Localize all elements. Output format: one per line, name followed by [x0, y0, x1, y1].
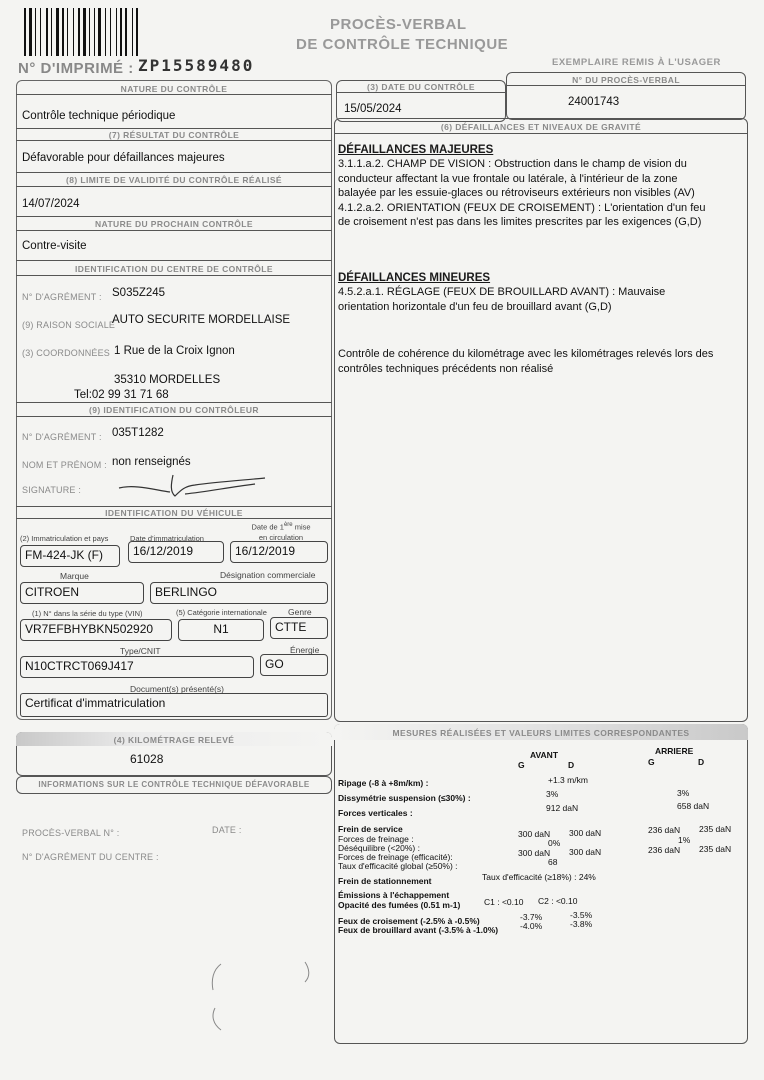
barcode-bar [78, 8, 80, 56]
desequilibre-label: Déséquilibre (<20%) : [338, 843, 420, 853]
next-control-value: Contre-visite [22, 240, 87, 252]
print-number: ZP15589480 [138, 56, 255, 75]
raison-sociale-label: (9) RAISON SOCIALE [22, 320, 116, 330]
type-field: N10CTRCT069J417 [20, 656, 254, 678]
barcode-bar [120, 8, 122, 56]
feux-brouillard-d: -3.8% [570, 919, 593, 929]
barcode-bar [125, 8, 127, 56]
date-immat-label: Date d'immatriculation [130, 534, 204, 543]
emissions-label: Émissions à l'échappement [338, 890, 450, 900]
coordonnees-city: 35310 MORDELLES [114, 374, 221, 386]
immat-label: (2) Immatriculation et pays [20, 534, 109, 543]
docs-field: Certificat d'immatriculation [20, 693, 328, 717]
barcode-bar [53, 8, 55, 56]
forces-verticales-arriere: 658 daN [677, 801, 710, 811]
feux-croisement-d: -3.5% [570, 910, 593, 920]
barcode-bar [33, 8, 34, 56]
marque-field: CITROEN [20, 582, 144, 604]
barcode-bar [107, 8, 109, 56]
forces-freinage-label: Forces de freinage : [338, 834, 414, 844]
categorie-field: N1 [178, 619, 264, 641]
signature-icon [115, 470, 275, 502]
forces-verticales-avant: 912 daN [546, 803, 579, 813]
measures-arriere-d: D [698, 757, 705, 767]
forces-freinage-arriere-g: 236 daN [648, 825, 681, 835]
signature-label: SIGNATURE : [22, 485, 82, 495]
result-title: (7) RÉSULTAT DU CONTRÔLE [108, 130, 240, 140]
controller-name-label: NOM ET PRÉNOM : [22, 460, 107, 470]
unfavorable-pv-label: PROCÈS-VERBAL N° : [22, 828, 120, 838]
vin-field: VR7EFBHYBKN502920 [20, 619, 172, 641]
genre-label: Genre [288, 607, 312, 617]
barcode-bar [132, 8, 133, 56]
barcode-bar [136, 8, 138, 56]
barcode-bar [65, 8, 66, 56]
barcode-bar [24, 8, 26, 56]
barcode-bar [73, 8, 74, 56]
forces-verticales-label: Forces verticales : [338, 808, 413, 818]
barcode-bar [49, 8, 50, 56]
forces-efficacite-label: Forces de freinage (efficacité): [338, 852, 453, 862]
taux-efficacite-value: 68 [548, 857, 558, 867]
unfavorable-date-label: DATE : [212, 825, 242, 835]
ripage-value: +1.3 m/km [548, 775, 588, 785]
validity-value: 14/07/2024 [22, 198, 80, 210]
forces-efficacite-avant-d: 300 daN [569, 847, 602, 857]
immat-field: FM-424-JK (F) [20, 545, 120, 567]
genre-field: CTTE [270, 617, 328, 639]
dissymetrie-avant: 3% [546, 789, 559, 799]
dissymetrie-label: Dissymétrie suspension (≤30%) : [338, 793, 471, 803]
center-title: IDENTIFICATION DU CENTRE DE CONTRÔLE [75, 264, 273, 274]
frein-service-label: Frein de service [338, 824, 403, 834]
forces-freinage-avant-d: 300 daN [569, 828, 602, 838]
defects-title: (6) DÉFAILLANCES ET NIVEAUX DE GRAVITÉ [440, 122, 642, 132]
copy-label: EXEMPLAIRE REMIS À L'USAGER [552, 57, 721, 68]
categorie-label: (5) Catégorie internationale [176, 608, 267, 617]
vin-label: (1) N° dans la série du type (VIN) [32, 609, 143, 618]
barcode-bar [46, 8, 48, 56]
measures-arriere-header: ARRIERE [655, 746, 694, 756]
designation-field: BERLINGO [150, 582, 328, 604]
barcode-bar [87, 8, 88, 56]
coordonnees-tel: Tel:02 99 31 71 68 [74, 389, 169, 401]
energie-field: GO [260, 654, 328, 676]
pv-number-value: 24001743 [568, 96, 620, 108]
desequilibre-arriere: 1% [678, 835, 691, 845]
taux-efficacite-label: Taux d'efficacité global (≥50%) : [338, 861, 458, 871]
coordonnees-label: (3) COORDONNÉES [22, 348, 111, 358]
forces-efficacite-arriere-g: 236 daN [648, 845, 681, 855]
frein-stationnement-value: Taux d'efficacité (≥18%) : 24% [482, 872, 596, 882]
barcode-bar [37, 8, 39, 56]
barcode-bar [118, 8, 119, 56]
barcode-bar [56, 8, 59, 56]
controller-name-value: non renseignés [112, 456, 191, 468]
feux-brouillard-g: -4.0% [520, 921, 543, 931]
frein-stationnement-label: Frein de stationnement [338, 876, 432, 886]
barcode-bar [139, 8, 140, 56]
ripage-label: Ripage (-8 à +8m/km) : [338, 778, 429, 788]
date-immat-field: 16/12/2019 [128, 541, 224, 563]
barcode [24, 8, 166, 56]
unfavorable-title: INFORMATIONS SUR LE CONTRÔLE TECHNIQUE DÉFAVORABLE [38, 780, 310, 789]
barcode-bar [60, 8, 61, 56]
barcode-bar [75, 8, 77, 56]
forces-efficacite-arriere-d: 235 daN [699, 844, 732, 854]
km-check-text: Contrôle de cohérence du kilométrage avec les kilométrages relevés lors des contrôles techniques précédents non réalisé [338, 348, 714, 375]
feux-brouillard-label: Feux de brouillard avant (-3.5% à -1.0%) [338, 925, 499, 935]
opacite-c2: C2 : <0.10 [538, 896, 578, 906]
barcode-bar [96, 8, 97, 56]
next-control-title: NATURE DU PROCHAIN CONTRÔLE [95, 219, 253, 229]
document-title-line1: PROCÈS-VERBAL [330, 16, 467, 33]
barcode-bar [35, 8, 36, 56]
feux-croisement-g: -3.7% [520, 912, 543, 922]
barcode-bar [67, 8, 68, 56]
minor-defects-text: 4.5.2.a.1. RÉGLAGE (FEUX DE BROUILLARD AVANT) : Mauvaise orientation horizontale d'un feu de brouillard avant (G,D) [338, 286, 666, 313]
barcode-bar [29, 8, 32, 56]
energie-label: Énergie [290, 645, 320, 655]
pv-number-title: N° DU PROCÈS-VERBAL [572, 75, 680, 85]
barcode-bar [105, 8, 106, 56]
major-defects-text: 3.1.1.a.2. CHAMP DE VISION : Obstruction dans le champ de vision du conducteur affectant la vue frontale ou latérale, à l'intérieur de la zone balayée par les essuie-glaces ou rétroviseurs extérieurs non visibles (AV) 4.1.2.a.2. ORIENTATION (FEUX DE CROISEMENT) : L'orientation d'un feu de croisement n'est pas dans les limites prescrites par les exigences (G,D) [338, 158, 706, 228]
controller-agrement-label: N° D'AGRÉMENT : [22, 432, 102, 442]
control-date-value: 15/05/2024 [344, 103, 402, 115]
center-agrement-label: N° D'AGRÉMENT : [22, 292, 102, 302]
barcode-bar [51, 8, 52, 56]
barcode-bar [102, 8, 104, 56]
print-number-label: N° D'IMPRIMÉ : [18, 60, 134, 77]
vehicle-title: IDENTIFICATION DU VÉHICULE [105, 508, 243, 518]
km-title: (4) KILOMÉTRAGE RELEVÉ [113, 735, 235, 745]
type-label: Type/CNIT [120, 646, 161, 656]
measures-avant-header: AVANT [530, 750, 559, 760]
barcode-bar [98, 8, 101, 56]
barcode-bar [123, 8, 124, 56]
date-first-label: Date de 1ère mise en circulation [251, 522, 311, 542]
forces-freinage-arriere-d: 235 daN [699, 824, 732, 834]
forces-freinage-avant-g: 300 daN [518, 829, 551, 839]
raison-sociale-value: AUTO SECURITE MORDELLAISE [112, 314, 291, 326]
result-value: Défavorable pour défaillances majeures [22, 152, 225, 164]
barcode-bar [40, 8, 41, 56]
measures-title: MESURES RÉALISÉES ET VALEURS LIMITES CORRESPONDANTES [392, 728, 690, 738]
controller-title: (9) IDENTIFICATION DU CONTRÔLEUR [89, 405, 259, 415]
unfavorable-agrement-label: N° D'AGRÉMENT DU CENTRE : [22, 852, 159, 862]
center-agrement-value: S035Z245 [112, 287, 166, 299]
control-date-box [336, 80, 506, 122]
coordonnees-street: 1 Rue de la Croix Ignon [114, 345, 235, 357]
barcode-bar [27, 8, 28, 56]
feux-croisement-label: Feux de croisement (-2.5% à -0.5%) [338, 916, 480, 926]
pv-number-box [506, 72, 746, 120]
major-defects-title: DÉFAILLANCES MAJEURES [338, 144, 494, 156]
validity-title: (8) LIMITE DE VALIDITÉ DU CONTRÔLE RÉALISÉ [66, 175, 282, 185]
minor-defects-title: DÉFAILLANCES MINEURES [338, 272, 491, 284]
barcode-bar [128, 8, 131, 56]
barcode-bar [42, 8, 45, 56]
nature-title: NATURE DU CONTRÔLE [120, 84, 228, 94]
barcode-bar [94, 8, 95, 56]
punch-mark-icon [205, 960, 315, 1032]
barcode-bar [89, 8, 90, 56]
barcode-bar [91, 8, 93, 56]
barcode-bar [62, 8, 64, 56]
barcode-bar [81, 8, 82, 56]
barcode-bar [134, 8, 135, 56]
controller-agrement-value: 035T1282 [112, 427, 164, 439]
forces-efficacite-avant-g: 300 daN [518, 848, 551, 858]
measures-avant-d: D [568, 760, 575, 770]
docs-label: Document(s) présenté(s) [130, 684, 225, 694]
marque-label: Marque [60, 571, 89, 581]
document-title-line2: DE CONTRÔLE TECHNIQUE [296, 36, 509, 53]
designation-label: Désignation commerciale [220, 570, 316, 580]
barcode-bar [69, 8, 72, 56]
control-date-title: (3) DATE DU CONTRÔLE [367, 82, 475, 92]
barcode-bar [110, 8, 111, 56]
opacite-c1: C1 : <0.10 [484, 897, 524, 907]
km-value: 61028 [130, 752, 164, 766]
dissymetrie-arriere: 3% [677, 788, 690, 798]
barcode-bar [83, 8, 86, 56]
barcode-bar [112, 8, 115, 56]
measures-arriere-g: G [648, 757, 655, 767]
date-first-field: 16/12/2019 [230, 541, 328, 563]
nature-value: Contrôle technique périodique [22, 110, 176, 122]
barcode-bar [116, 8, 117, 56]
desequilibre-avant: 0% [548, 838, 561, 848]
measures-avant-g: G [518, 760, 525, 770]
opacite-label: Opacité des fumées (0.51 m-1) [338, 900, 461, 910]
